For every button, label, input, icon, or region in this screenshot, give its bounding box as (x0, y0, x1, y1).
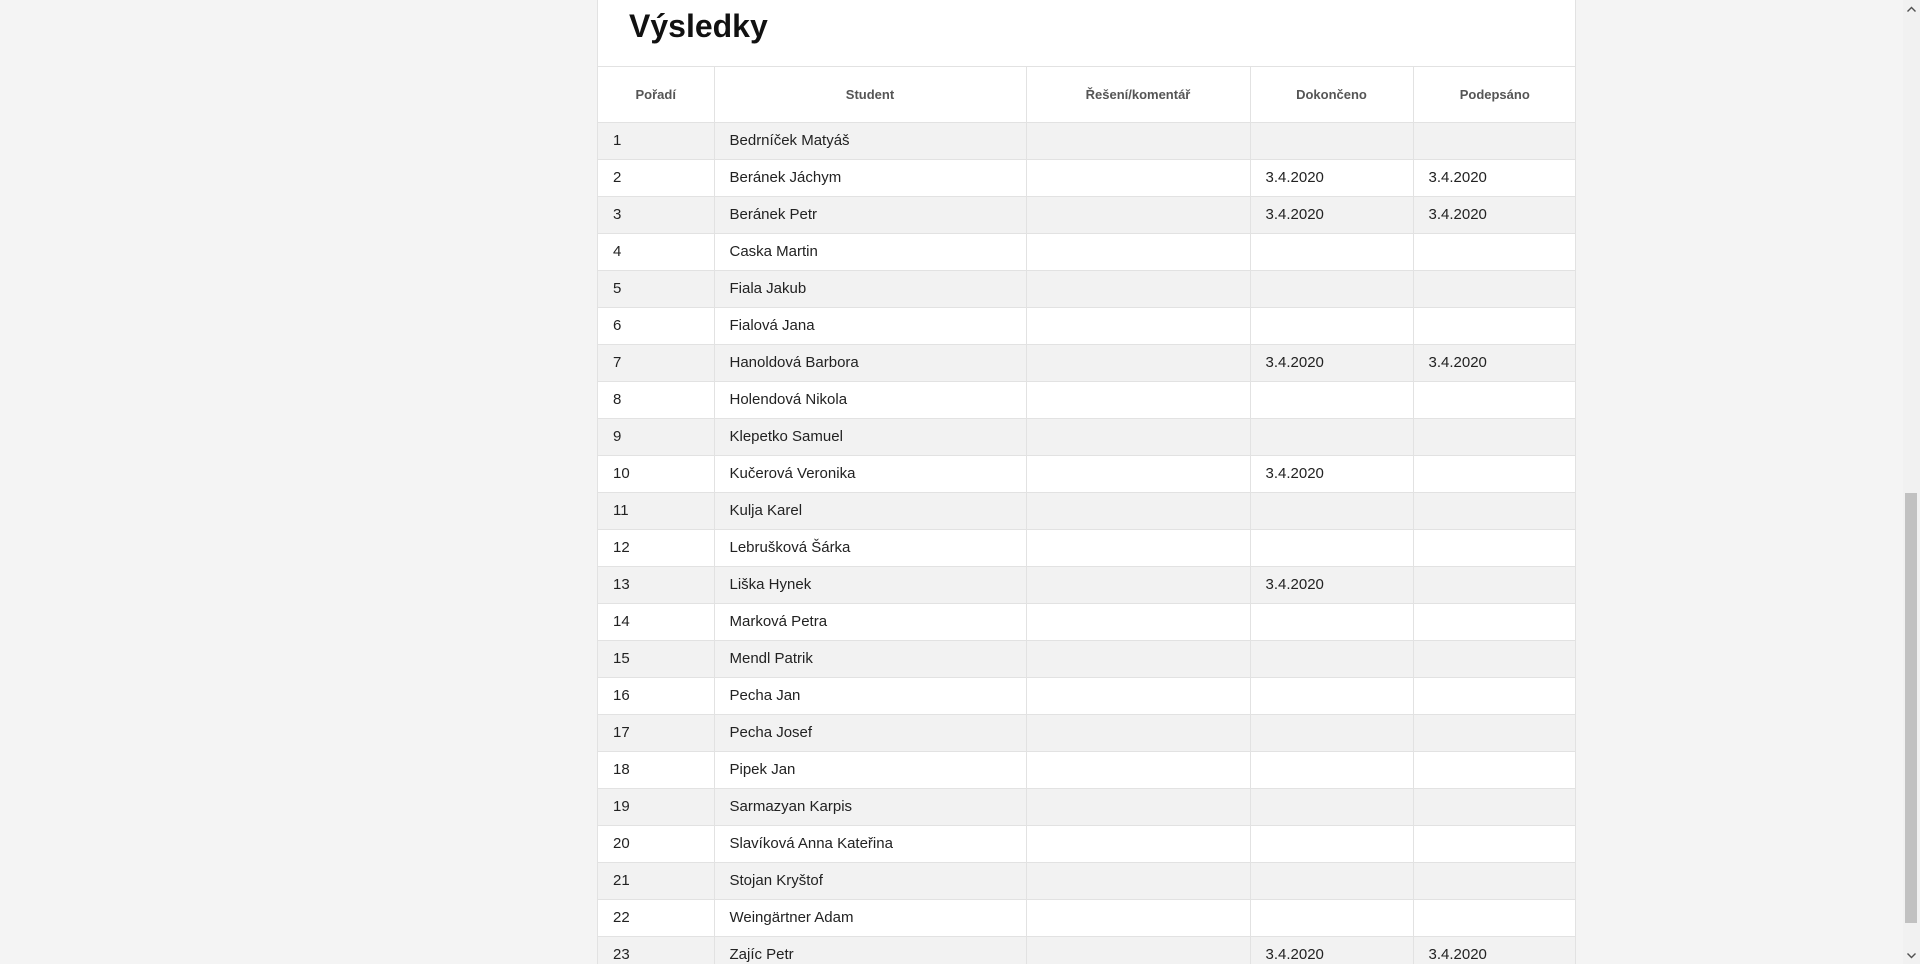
cell-completed (1250, 862, 1413, 899)
cell-rank: 20 (598, 825, 714, 862)
cell-signed (1413, 418, 1576, 455)
table-row (598, 936, 1576, 964)
cell-rank: 4 (598, 233, 714, 270)
cell-completed (1250, 603, 1413, 640)
cell-student: Pecha Josef (714, 714, 1026, 751)
cell-rank: 13 (598, 566, 714, 603)
results-header (598, 0, 1575, 67)
table-row (598, 159, 1576, 196)
cell-solution (1026, 788, 1250, 825)
cell-solution (1026, 936, 1250, 964)
table-header-row (598, 67, 1576, 122)
cell-signed (1413, 862, 1576, 899)
cell-student: Sarmazyan Karpis (714, 788, 1026, 825)
cell-solution (1026, 122, 1250, 159)
cell-rank: 21 (598, 862, 714, 899)
table-row (598, 122, 1576, 159)
cell-rank: 23 (598, 936, 714, 964)
cell-completed (1250, 677, 1413, 714)
cell-solution (1026, 307, 1250, 344)
cell-signed (1413, 381, 1576, 418)
cell-completed: 3.4.2020 (1250, 159, 1413, 196)
table-row (598, 640, 1576, 677)
column-header-signed: Podepsáno (1413, 67, 1576, 122)
table-row (598, 788, 1576, 825)
cell-student: Caska Martin (714, 233, 1026, 270)
table-row (598, 529, 1576, 566)
column-header-rank: Pořadí (598, 67, 714, 122)
results-panel (597, 0, 1576, 964)
cell-signed (1413, 751, 1576, 788)
cell-solution (1026, 603, 1250, 640)
cell-student: Slavíková Anna Kateřina (714, 825, 1026, 862)
cell-rank: 16 (598, 677, 714, 714)
cell-solution (1026, 344, 1250, 381)
cell-completed (1250, 640, 1413, 677)
cell-solution (1026, 751, 1250, 788)
cell-student: Hanoldová Barbora (714, 344, 1026, 381)
cell-solution (1026, 492, 1250, 529)
cell-rank: 22 (598, 899, 714, 936)
cell-solution (1026, 418, 1250, 455)
cell-signed (1413, 714, 1576, 751)
cell-signed (1413, 788, 1576, 825)
cell-student: Kučerová Veronika (714, 455, 1026, 492)
cell-signed: 3.4.2020 (1413, 936, 1576, 964)
cell-rank: 17 (598, 714, 714, 751)
cell-student: Stojan Kryštof (714, 862, 1026, 899)
cell-rank: 11 (598, 492, 714, 529)
cell-student: Beránek Petr (714, 196, 1026, 233)
scrollbar-thumb[interactable] (1905, 493, 1917, 923)
cell-student: Klepetko Samuel (714, 418, 1026, 455)
cell-rank: 5 (598, 270, 714, 307)
cell-solution (1026, 270, 1250, 307)
cell-rank: 10 (598, 455, 714, 492)
chevron-up-icon[interactable] (1903, 0, 1920, 17)
column-header-solution: Řešení/komentář (1026, 67, 1250, 122)
cell-completed (1250, 307, 1413, 344)
cell-completed (1250, 788, 1413, 825)
cell-signed (1413, 233, 1576, 270)
cell-signed: 3.4.2020 (1413, 196, 1576, 233)
cell-student: Pecha Jan (714, 677, 1026, 714)
cell-rank: 6 (598, 307, 714, 344)
cell-completed: 3.4.2020 (1250, 936, 1413, 964)
cell-completed (1250, 529, 1413, 566)
cell-solution (1026, 640, 1250, 677)
cell-completed (1250, 381, 1413, 418)
cell-signed (1413, 677, 1576, 714)
table-row (598, 270, 1576, 307)
cell-solution (1026, 455, 1250, 492)
table-row (598, 196, 1576, 233)
cell-student: Zajíc Petr (714, 936, 1026, 964)
table-row (598, 899, 1576, 936)
cell-completed (1250, 122, 1413, 159)
cell-completed (1250, 825, 1413, 862)
table-row (598, 307, 1576, 344)
cell-completed (1250, 714, 1413, 751)
table-row (598, 825, 1576, 862)
table-row (598, 677, 1576, 714)
cell-completed (1250, 751, 1413, 788)
results-body (598, 122, 1576, 964)
cell-student: Kulja Karel (714, 492, 1026, 529)
cell-student: Holendová Nikola (714, 381, 1026, 418)
table-row (598, 714, 1576, 751)
cell-completed: 3.4.2020 (1250, 566, 1413, 603)
cell-student: Liška Hynek (714, 566, 1026, 603)
cell-rank: 19 (598, 788, 714, 825)
cell-student: Weingärtner Adam (714, 899, 1026, 936)
cell-signed (1413, 603, 1576, 640)
table-row (598, 418, 1576, 455)
table-row (598, 455, 1576, 492)
cell-student: Mendl Patrik (714, 640, 1026, 677)
column-header-student: Student (714, 67, 1026, 122)
table-row (598, 233, 1576, 270)
cell-student: Lebrušková Šárka (714, 529, 1026, 566)
cell-rank: 14 (598, 603, 714, 640)
cell-solution (1026, 825, 1250, 862)
cell-student: Bedrníček Matyáš (714, 122, 1026, 159)
results-table (598, 67, 1576, 964)
cell-student: Pipek Jan (714, 751, 1026, 788)
column-header-completed: Dokončeno (1250, 67, 1413, 122)
vertical-scrollbar[interactable] (1903, 0, 1920, 964)
cell-completed (1250, 418, 1413, 455)
cell-signed (1413, 899, 1576, 936)
cell-signed (1413, 492, 1576, 529)
cell-completed: 3.4.2020 (1250, 196, 1413, 233)
cell-rank: 9 (598, 418, 714, 455)
table-row (598, 344, 1576, 381)
cell-rank: 1 (598, 122, 714, 159)
chevron-down-icon[interactable] (1903, 947, 1920, 964)
cell-signed (1413, 529, 1576, 566)
cell-signed (1413, 270, 1576, 307)
cell-completed: 3.4.2020 (1250, 455, 1413, 492)
cell-signed: 3.4.2020 (1413, 344, 1576, 381)
cell-rank: 18 (598, 751, 714, 788)
cell-solution (1026, 714, 1250, 751)
table-row (598, 381, 1576, 418)
cell-student: Fialová Jana (714, 307, 1026, 344)
cell-rank: 3 (598, 196, 714, 233)
cell-solution (1026, 233, 1250, 270)
cell-rank: 8 (598, 381, 714, 418)
cell-signed (1413, 566, 1576, 603)
table-row (598, 751, 1576, 788)
cell-solution (1026, 899, 1250, 936)
cell-completed: 3.4.2020 (1250, 344, 1413, 381)
cell-signed (1413, 122, 1576, 159)
cell-signed: 3.4.2020 (1413, 159, 1576, 196)
cell-rank: 2 (598, 159, 714, 196)
cell-completed (1250, 492, 1413, 529)
cell-completed (1250, 233, 1413, 270)
cell-signed (1413, 455, 1576, 492)
cell-solution (1026, 159, 1250, 196)
cell-student: Beránek Jáchym (714, 159, 1026, 196)
table-row (598, 603, 1576, 640)
cell-solution (1026, 196, 1250, 233)
cell-solution (1026, 529, 1250, 566)
cell-completed (1250, 270, 1413, 307)
table-row (598, 566, 1576, 603)
cell-completed (1250, 899, 1413, 936)
cell-signed (1413, 825, 1576, 862)
cell-solution (1026, 677, 1250, 714)
cell-solution (1026, 862, 1250, 899)
cell-rank: 12 (598, 529, 714, 566)
cell-solution (1026, 381, 1250, 418)
cell-solution (1026, 566, 1250, 603)
cell-signed (1413, 640, 1576, 677)
cell-rank: 7 (598, 344, 714, 381)
table-row (598, 862, 1576, 899)
cell-signed (1413, 307, 1576, 344)
table-row (598, 492, 1576, 529)
page-title: Výsledky (629, 8, 768, 44)
cell-student: Marková Petra (714, 603, 1026, 640)
cell-rank: 15 (598, 640, 714, 677)
cell-student: Fiala Jakub (714, 270, 1026, 307)
